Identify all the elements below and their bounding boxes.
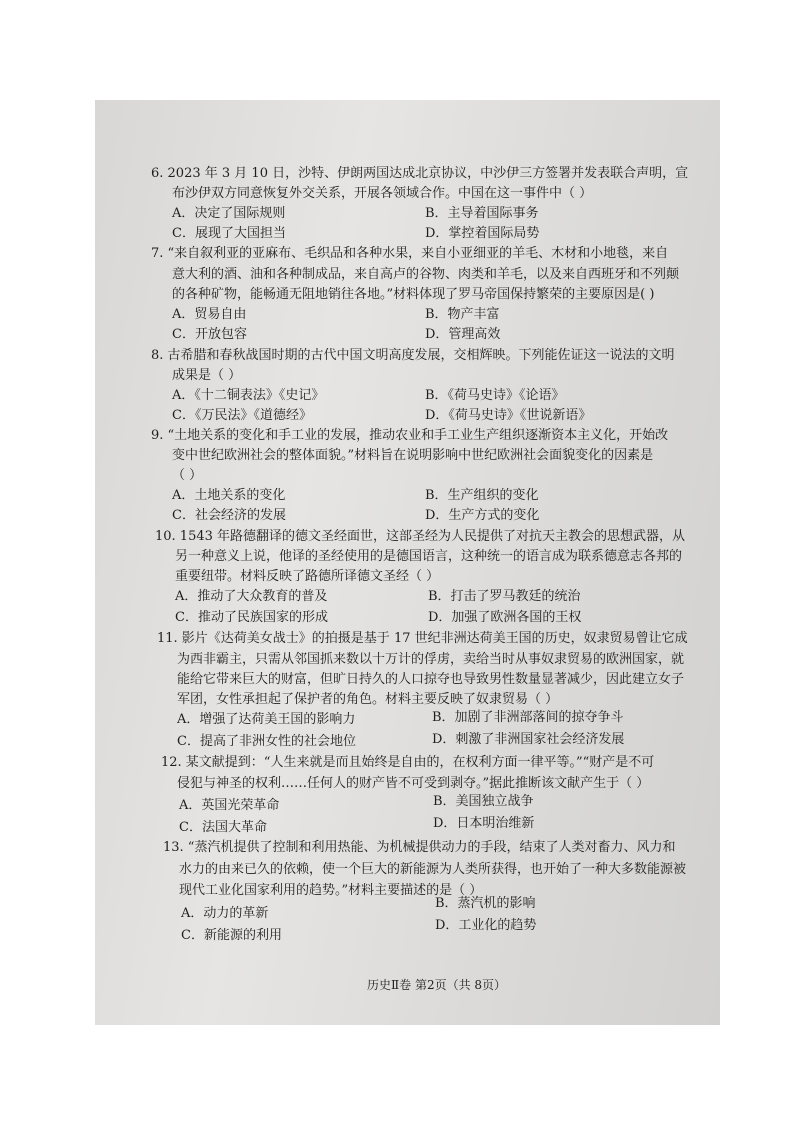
question-8-option-b: B．《荷马史诗》《论语》 (425, 388, 565, 403)
question-12-option-c: C．法国大革命 (179, 820, 267, 835)
question-6-option-a: A．决定了国际规则 (172, 206, 286, 221)
question-12-option-b: B．美国独立战争 (433, 794, 534, 809)
question-7-line-1: 7. “来自叙利亚的亚麻布、毛织品和各种水果，来自小亚细亚的羊毛、木材和小地毯，来自 (151, 246, 669, 261)
question-11-option-d: D．刺激了非洲国家社会经济发展 (432, 732, 625, 747)
question-11-option-b: B．加剧了非洲部落间的掠夺争斗 (432, 710, 624, 725)
question-11-line-3: 能给它带来巨大的财富，但旷日持久的人口掠夺也导致男性数量显著减少，因此建立女子 (177, 672, 685, 687)
question-10-option-a: A．推动了大众教育的普及 (175, 589, 328, 604)
question-8-option-a: A．《十二铜表法》《史记》 (172, 388, 325, 403)
question-13-option-d: D．工业化的趋势 (435, 918, 537, 933)
question-13-option-b: B．蒸汽机的影响 (435, 896, 536, 911)
exam-paper-sheet (95, 100, 720, 1025)
question-13-line-3: 现代工业化国家利用的趋势。”材料主要描述的是（ ） (179, 883, 483, 898)
question-11-option-c: C．提高了非洲女性的社会地位 (177, 734, 356, 749)
question-6-option-b: B．主导着国际事务 (425, 206, 539, 221)
page-footer: 历史Ⅱ卷 第2页（共 8页） (367, 978, 507, 992)
question-7-option-b: B．物产丰富 (425, 307, 500, 322)
question-10-option-b: B．打击了罗马教廷的统治 (428, 589, 581, 604)
question-12-line-1: 12. 某文献提到：“人生来就是而且始终是自由的，在权利方面一律平等。”“财产是不可 (161, 755, 655, 770)
question-11-line-4: 军团，女性承担起了保护者的角色。材料主要反映了奴隶贸易（ ） (177, 692, 559, 707)
question-9-option-a: A．土地关系的变化 (172, 488, 286, 503)
question-12-line-2: 侵犯与神圣的权利……任何人的财产皆不可受到剥夺。”据此推断该文献产生于（ ） (177, 776, 650, 791)
question-6-option-d: D．掌控着国际局势 (425, 226, 540, 241)
question-10-option-d: D．加强了欧洲各国的王权 (428, 610, 582, 625)
question-8-option-d: D．《荷马史诗》《世说新语》 (425, 408, 592, 423)
question-11-line-2: 为西非霸主，只需从邻国抓来数以十万计的俘虏，卖给当时从事奴隶贸易的欧洲国家，就 (177, 652, 685, 667)
question-12-option-d: D．日本明治维新 (433, 816, 535, 831)
question-11-line-1: 11. 影片《达荷美女战士》的拍摄是基于 17 世纪非洲达荷美王国的历史，奴隶贸易曾让它成 (157, 631, 688, 646)
question-6-option-c: C．展现了大国担当 (172, 226, 286, 241)
question-9-option-b: B．生产组织的变化 (425, 488, 539, 503)
question-7-option-a: A．贸易自由 (172, 307, 247, 322)
question-8-line-1: 8. 古希腊和春秋战国时期的古代中国文明高度发展，交相辉映。下列能佐证这一说法的文明 (151, 348, 675, 363)
question-13-option-a: A．动力的革新 (181, 906, 269, 921)
question-13-line-1: 13. “蒸汽机提供了控制和利用热能、为机械提供动力的手段，结束了人类对畜力、风力和 (163, 840, 676, 855)
question-7-option-c: C．开放包容 (172, 327, 247, 342)
question-10-line-3: 重要纽带。材料反映了路德所译德文圣经（ ） (175, 569, 440, 584)
question-7-line-2: 意大利的酒、油和各种制成品，来自高卢的谷物、肉类和羊毛，以及来自西班牙和不列颠 (172, 267, 680, 282)
question-10-option-c: C．推动了民族国家的形成 (175, 610, 328, 625)
question-11-option-a: A．增强了达荷美王国的影响力 (177, 712, 356, 727)
question-10-line-1: 10. 1543 年路德翻译的德文圣经面世，这部圣经为人民提供了对抗天主教会的思想武器，从 (155, 529, 686, 544)
question-12-option-a: A．英国光荣革命 (179, 798, 280, 813)
question-8-option-c: C．《万民法》《道德经》 (172, 408, 312, 423)
question-6-line-2: 布沙伊双方同意恢复外交关系，开展各领域合作。中国在这一事件中（ ） (172, 186, 593, 201)
question-13-option-c: C．新能源的利用 (181, 928, 282, 943)
question-9-option-d: D．生产方式的变化 (425, 508, 540, 523)
question-10-line-2: 另一种意义上说，他译的圣经使用的是德国语言，这种统一的语言成为联系德意志各邦的 (175, 549, 683, 564)
question-9-line-1: 9. “土地关系的变化和手工业的发展，推动农业和手工业生产组织逐渐资本主义化，开始改 (151, 428, 669, 443)
question-7-option-d: D．管理高效 (425, 327, 501, 342)
question-8-line-2: 成果是（ ） (172, 368, 242, 383)
question-7-line-3: 的各种矿物，能畅通无阻地销往各地。”材料体现了罗马帝国保持繁荣的主要原因是( ) (172, 287, 655, 302)
question-9-option-c: C．社会经济的发展 (172, 508, 286, 523)
question-9-line-2: 变中世纪欧洲社会的整体面貌。”材料旨在说明影响中世纪欧洲社会面貌变化的因素是 (172, 448, 654, 463)
question-6-line-1: 6. 2023 年 3 月 10 日，沙特、伊朗两国达成北京协议，中沙伊三方签署并发表联合声明，宣 (151, 166, 689, 181)
question-13-line-2: 水力的由来已久的依赖，使一个巨大的新能源为人类所获得，也开始了一种大多数能源被 (179, 862, 687, 877)
question-9-line-3: （ ） (172, 468, 203, 483)
